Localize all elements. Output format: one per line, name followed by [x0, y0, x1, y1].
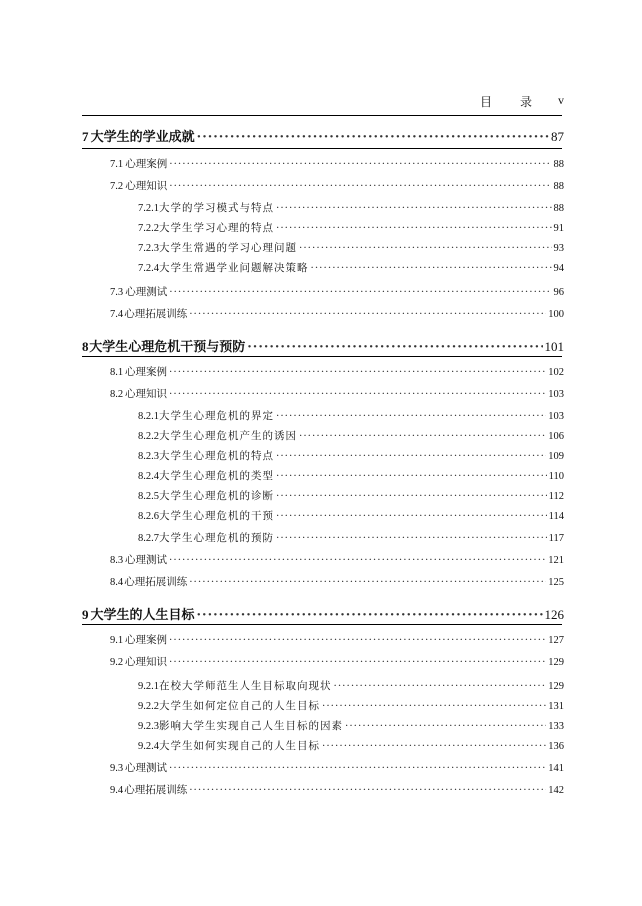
toc-entry-title: 心理案例	[125, 158, 168, 170]
toc-entry-number: 9.2.3	[138, 721, 159, 732]
toc-entry-title: 大学生心理危机的预防	[159, 532, 274, 544]
toc-entry-page: 126	[544, 607, 564, 622]
toc-entry[interactable]	[138, 448, 564, 462]
toc-entry-title: 大学生心理危机的干预	[159, 510, 274, 522]
toc-entry-title: 大学生心理危机的特点	[159, 450, 274, 462]
toc-entry-number: 8.2.3	[138, 451, 159, 462]
toc-entry[interactable]	[138, 678, 564, 692]
toc-entry[interactable]	[110, 156, 564, 170]
toc-entry-number: 8	[82, 339, 89, 354]
toc-entry[interactable]	[138, 260, 564, 274]
toc-leader-dots	[247, 340, 542, 355]
toc-entry[interactable]	[138, 718, 564, 732]
toc-entry-page: 91	[553, 223, 564, 234]
toc-entry-page: 88	[553, 203, 564, 214]
toc-entry-page: 109	[548, 451, 564, 462]
toc-entry-page: 142	[548, 785, 564, 796]
toc-entry[interactable]	[110, 306, 564, 320]
toc-leader-dots	[334, 680, 547, 692]
toc-entry-page: 93	[553, 243, 564, 254]
toc-entry-title: 大学生如何定位自己的人生目标	[159, 700, 320, 712]
toc-entry-title: 大学生心理危机的诊断	[159, 490, 274, 502]
toc-entry-page: 141	[548, 763, 564, 774]
toc-entry[interactable]	[138, 428, 564, 442]
toc-entry-title: 心理测试	[125, 286, 168, 298]
toc-entry[interactable]	[110, 632, 564, 646]
toc-entry-page: 110	[548, 471, 564, 482]
toc-entry-title: 在校大学师范生人生目标取向现状	[159, 680, 332, 692]
toc-leader-dots	[169, 366, 546, 378]
toc-entry-page: 103	[548, 389, 564, 400]
toc-leader-dots	[189, 308, 546, 320]
toc-entry[interactable]	[110, 552, 564, 566]
toc-entry-title: 大学生心理危机干预与预防	[89, 340, 246, 355]
toc-leader-dots	[345, 720, 546, 732]
header-title-1: 目	[480, 95, 493, 109]
toc-entry-page: 117	[548, 533, 564, 544]
toc-entry-title: 心理知识	[125, 656, 168, 668]
toc-leader-dots	[169, 762, 546, 774]
toc-leader-dots	[169, 656, 546, 668]
toc-entry-page: 125	[548, 577, 564, 588]
toc-entry-number: 7	[82, 129, 89, 144]
toc-entry-title: 大学生心理危机的界定	[159, 410, 274, 422]
toc-entry-number: 8.1	[110, 367, 124, 378]
toc-entry[interactable]	[110, 386, 564, 400]
toc-entry[interactable]	[138, 240, 564, 254]
toc-entry-page: 112	[548, 491, 564, 502]
toc-entry-number: 9.2	[110, 657, 124, 668]
toc-entry-page: 100	[548, 309, 564, 320]
toc-entry[interactable]	[110, 760, 564, 774]
toc-leader-dots	[276, 202, 552, 214]
toc-entry-title: 心理知识	[125, 180, 168, 192]
toc-entry-title: 大学生的人生目标	[90, 608, 195, 623]
toc-leader-dots	[169, 388, 546, 400]
toc-entry-number: 7.4	[110, 309, 124, 320]
toc-entry[interactable]	[110, 178, 564, 192]
toc-leader-dots	[299, 242, 552, 254]
toc-entry[interactable]	[110, 654, 564, 668]
toc-leader-dots	[276, 490, 547, 502]
toc-entry[interactable]	[110, 782, 564, 796]
toc-entry-title: 大学生心理危机产生的诱因	[159, 430, 297, 442]
toc-entry-number: 8.2	[110, 389, 124, 400]
toc-entry-title: 心理拓展训练	[124, 308, 188, 320]
header-title-2: 录	[520, 95, 533, 109]
toc-entry-number: 8.2.5	[138, 491, 159, 502]
toc-leader-dots	[276, 510, 547, 522]
toc-entry[interactable]	[138, 508, 564, 522]
toc-entry-number: 9.1	[110, 635, 124, 646]
toc-leader-dots	[169, 554, 546, 566]
toc-entry-number: 8.2.7	[138, 533, 159, 544]
toc-entry-number: 9.2.2	[138, 701, 159, 712]
toc-entry-page: 131	[548, 701, 564, 712]
toc-entry[interactable]	[138, 698, 564, 712]
toc-entry-number: 9.2.4	[138, 741, 159, 752]
toc-entry[interactable]	[138, 530, 564, 544]
toc-entry-title: 大学生常遇的学习心理问题	[159, 242, 297, 254]
toc-entry-number: 7.2.3	[138, 243, 159, 254]
toc-leader-dots	[169, 286, 551, 298]
toc-leader-dots	[189, 784, 546, 796]
toc-entry[interactable]	[138, 488, 564, 502]
toc-entry-number: 8.2.2	[138, 431, 159, 442]
toc-entry-page: 103	[548, 411, 564, 422]
toc-entry-title: 大学生学习心理的特点	[159, 222, 274, 234]
toc-entry[interactable]	[138, 220, 564, 234]
toc-entry-number: 8.2.4	[138, 471, 159, 482]
toc-entry-number: 8.2.1	[138, 411, 159, 422]
toc-entry-title: 大学生的学业成就	[90, 130, 195, 145]
toc-entry-page: 88	[553, 159, 564, 170]
header-page-number: v	[558, 93, 564, 107]
chapter-rule	[82, 356, 562, 357]
toc-entry-page: 121	[548, 555, 564, 566]
toc-entry-title: 大学生心理危机的类型	[159, 470, 274, 482]
chapter-rule	[82, 624, 562, 625]
toc-entry-page: 87	[551, 129, 564, 144]
toc-leader-dots	[197, 608, 543, 623]
toc-leader-dots	[276, 470, 547, 482]
toc-entry-title: 心理测试	[125, 554, 168, 566]
toc-entry-title: 心理知识	[125, 388, 168, 400]
toc-leader-dots	[322, 700, 546, 712]
toc-entry[interactable]	[82, 604, 564, 622]
toc-entry-page: 129	[548, 657, 564, 668]
toc-entry-number: 8.3	[110, 555, 124, 566]
toc-entry-title: 大学的学习模式与特点	[159, 202, 274, 214]
chapter-rule	[82, 148, 562, 149]
toc-entry-number: 7.2.2	[138, 223, 159, 234]
toc-entry-number: 9.2.1	[138, 681, 159, 692]
toc-entry-page: 96	[553, 287, 564, 298]
toc-entry[interactable]	[82, 336, 564, 354]
toc-entry-page: 101	[544, 339, 564, 354]
toc-entry-page: 114	[548, 511, 564, 522]
toc-entry-page: 94	[553, 263, 564, 274]
toc-entry-title: 心理拓展训练	[124, 784, 188, 796]
toc-leader-dots	[299, 430, 546, 442]
toc-entry[interactable]	[138, 408, 564, 422]
toc-entry-page: 88	[553, 181, 564, 192]
toc-entry-number: 9.4	[110, 785, 124, 796]
toc-entry[interactable]	[110, 574, 564, 588]
toc-entry[interactable]	[110, 364, 564, 378]
toc-entry-number: 7.1	[110, 159, 124, 170]
toc-leader-dots	[276, 532, 547, 544]
toc-entry-page: 136	[548, 741, 564, 752]
toc-entry[interactable]	[138, 738, 564, 752]
toc-entry[interactable]	[82, 126, 564, 144]
toc-entry-number: 9	[82, 607, 89, 622]
toc-entry-page: 133	[548, 721, 564, 732]
toc-entry-page: 129	[548, 681, 564, 692]
toc-entry-title: 心理案例	[125, 366, 168, 378]
toc-entry-title: 心理拓展训练	[124, 576, 188, 588]
toc-entry[interactable]	[110, 284, 564, 298]
toc-entry-number: 7.3	[110, 287, 124, 298]
toc-entry-title: 心理案例	[125, 634, 168, 646]
toc-entry-page: 106	[548, 431, 564, 442]
toc-entry[interactable]	[138, 468, 564, 482]
toc-leader-dots	[169, 634, 546, 646]
toc-entry-number: 8.4	[110, 577, 124, 588]
toc-leader-dots	[169, 180, 551, 192]
toc-entry-number: 7.2.1	[138, 203, 159, 214]
toc-leader-dots	[197, 130, 549, 145]
toc-entry-number: 9.3	[110, 763, 124, 774]
toc-entry-number: 7.2.4	[138, 263, 159, 274]
toc-entry-number: 7.2	[110, 181, 124, 192]
toc-leader-dots	[276, 450, 546, 462]
toc-entry-page: 127	[548, 635, 564, 646]
toc-entry-title: 大学生常遇学业问题解决策略	[159, 262, 309, 274]
toc-leader-dots	[189, 576, 546, 588]
toc-leader-dots	[322, 740, 546, 752]
toc-leader-dots	[276, 222, 552, 234]
toc-entry-title: 影响大学生实现自己人生目标的因素	[159, 720, 343, 732]
toc-entry[interactable]	[138, 200, 564, 214]
toc-entry-page: 102	[548, 367, 564, 378]
toc-entry-title: 大学生如何实现自己的人生目标	[159, 740, 320, 752]
toc-leader-dots	[311, 262, 552, 274]
toc-leader-dots	[169, 158, 551, 170]
toc-leader-dots	[276, 410, 546, 422]
toc-entry-number: 8.2.6	[138, 511, 159, 522]
toc-entry-title: 心理测试	[125, 762, 168, 774]
